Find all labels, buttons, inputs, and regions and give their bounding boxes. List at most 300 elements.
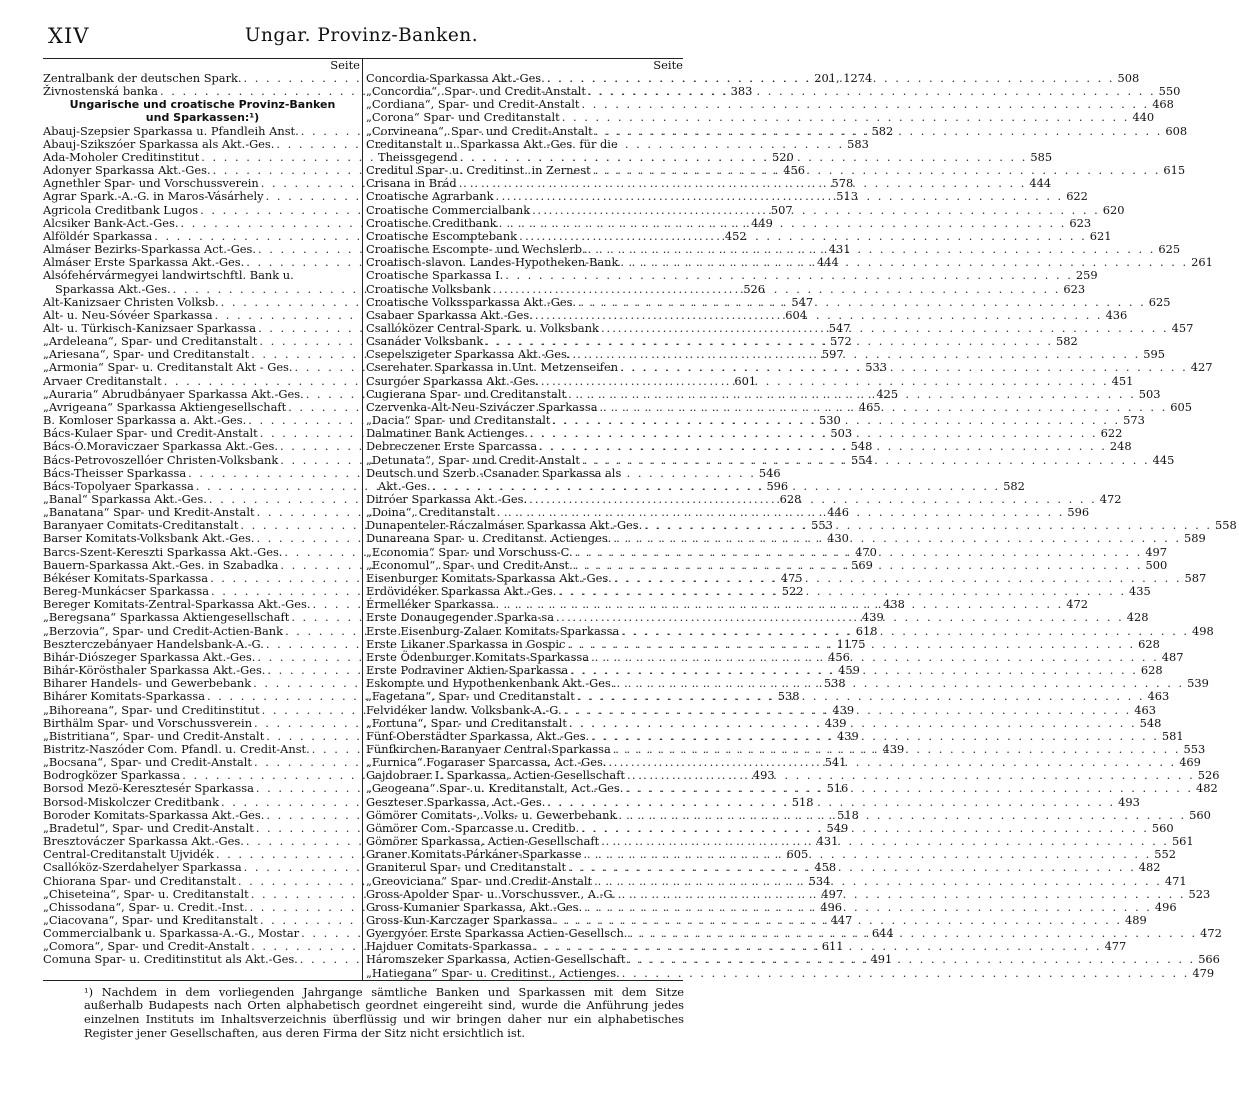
entry-name: „Beregsana“ Sparkassa Aktiengesellschaft: [43, 610, 290, 625]
entry-name: Živnostenská banka: [43, 84, 158, 99]
dot-leader: [503, 269, 1073, 282]
entry-page-number: 479: [1192, 965, 1215, 980]
entry-page-number: 596: [1067, 505, 1090, 520]
entry-name: Croatische Creditbank: [366, 215, 497, 230]
entry-name: Barser Komitats-Volksbank Akt.-Ges.: [43, 531, 255, 546]
entry-page-number: 513: [836, 189, 859, 204]
index-entry: [366, 467, 685, 480]
entry-name: Adonyer Sparkassa Akt.-Ges.: [43, 163, 211, 178]
dot-leader: [576, 296, 1146, 309]
entry-page-number: 573: [1123, 413, 1145, 428]
entry-page-number: 628: [1138, 636, 1160, 651]
entry-name: Bács-Ó.Moraviczaer Sparkassa Akt.-Ges.: [43, 439, 278, 454]
entry-name: Erste Podraviner Aktien-Sparkassa: [366, 663, 569, 678]
dot-leader: [592, 875, 1162, 888]
entry-name: Háromszeker Sparkassa, Actien-Gesellschaft: [366, 952, 626, 967]
entry-name: „Greoviciana“ Spar- und Credit-Anstalt: [366, 873, 593, 888]
entry-name: „Hatiegana“ Spar- u. Creditinst., Actienges.: [366, 965, 620, 980]
entry-name: „Economul“, Spar- und Credit-Anst.: [366, 557, 573, 572]
entry-page-number: 553: [811, 518, 833, 533]
entry-page-number: 431: [816, 834, 839, 849]
entry-name: Crisana in Brád: [366, 176, 457, 191]
entry-page-number: 475: [780, 570, 803, 585]
entry-page-number: 566: [1198, 952, 1220, 967]
entry-name: Bihár-Diószeger Sparkassa Akt.-Ges.: [43, 649, 256, 664]
entry-page-number: 503: [1138, 386, 1161, 401]
entry-page-number: 628: [1140, 663, 1163, 678]
running-title: Ungar. Provinz-Banken.: [244, 25, 479, 46]
entry-name: Graniterul Spar- und Creditanstalt: [366, 860, 567, 875]
dot-leader: [537, 440, 1107, 453]
entry-name: Gajdobraer I. Sparkassa, Actien-Gesellschaft: [366, 768, 626, 783]
index-entry: [366, 138, 685, 151]
entry-page-number: 425: [876, 386, 899, 401]
entry-name: Almáser Bezirks-Sparkassa Act.-Ges.: [43, 242, 256, 257]
entry-name: Debreczener Erste Sparcassa: [366, 439, 538, 454]
entry-page-number: 550: [1158, 84, 1181, 99]
entry-name: Erste Donaugegender Sparka-sa: [366, 610, 555, 625]
entry-page-number: 601: [734, 373, 757, 388]
entry-name: „Fagetana“, Spar- und Creditanstalt: [366, 689, 575, 704]
dot-leader: [575, 690, 1145, 703]
entry-name: Central-Creditanstalt Ujvidék: [43, 847, 214, 862]
entry-page-number: 470: [855, 544, 877, 559]
entry-page-number: 546: [758, 465, 781, 480]
entry-page-number: 582: [871, 123, 894, 138]
entry-name: Alt- u. Neu-Sóvéer Sparkassa: [43, 307, 213, 322]
entry-name: Érmelléker Sparkassa: [366, 597, 494, 612]
entry-page-number: 201, 1274: [814, 71, 873, 85]
entry-page-number: 477: [1104, 939, 1127, 954]
dot-leader: [497, 217, 1067, 230]
entry-name: Agnethler Spar- und Vorschussverein: [43, 176, 259, 191]
entry-page-number: 520: [771, 149, 794, 164]
entry-name: „Bradetul“, Spar- und Credit-Anstalt: [43, 820, 254, 835]
entry-page-number: 439: [836, 728, 859, 743]
dot-leader: [560, 111, 1130, 124]
entry-name: „Economia“ Spar- und Vorschuss-C.: [366, 544, 573, 559]
entry-name: Bodrogközer Sparkassa: [43, 768, 181, 783]
entry-page-number: 497: [821, 886, 844, 901]
entry-name: Alt-Kanizsaer Christen Volksb.: [43, 294, 219, 309]
entry-page-number: 611: [821, 939, 844, 954]
entry-name: „Berzovia“, Spar- und Credit-Actien-Bank: [43, 623, 284, 638]
entry-page-number: 436: [1105, 307, 1128, 322]
entry-name: Csallóközer Central-Spark. u. Volksbank: [366, 320, 599, 335]
entry-name: „Ciacovana“, Spar- und Kreditanstalt: [43, 913, 258, 927]
entry-name: Theissgegend: [378, 149, 458, 164]
entry-page-number: 493: [1118, 794, 1140, 809]
dot-leader: [533, 309, 1103, 322]
entry-page-number: 472: [1099, 492, 1122, 506]
entry-name: „Ardeleana“, Spar- und Creditanstalt: [43, 334, 258, 349]
entry-name: Croatische Agrarbank: [366, 189, 494, 204]
entry-page-number: 491: [870, 952, 893, 967]
entry-page-number: 549: [826, 820, 849, 835]
index-entry: [43, 269, 362, 282]
entry-page-number: 628: [779, 492, 802, 506]
entry-name: „Detunata“, Spar- und Credit-Anstalt: [366, 452, 580, 467]
entry-name: Bács-Kulaer Spar- und Credit-Anstalt: [43, 426, 258, 441]
entry-name: „Furnica“ Fogaraser Sparcassa, Act.-Ges.: [366, 755, 607, 770]
entry-page-number: 604: [785, 307, 807, 322]
entry-page-number: 439: [832, 702, 855, 717]
entry-page-number: 538: [823, 676, 846, 691]
entry-name: Békéser Komitats-Sparkassa: [43, 570, 209, 585]
entry-page-number: 572: [830, 334, 852, 349]
entry-name: Akt.-Ges.: [378, 478, 431, 493]
entry-page-number: 597: [821, 347, 844, 362]
entry-page-number: 516: [826, 781, 849, 796]
entry-name: Fünfkirchen-Baranyaer Central-Sparkassa: [366, 741, 611, 756]
entry-name: Gross-Kumanier Sparkassa, Akt.-Ges.: [366, 899, 583, 914]
entry-name: „Armonia“ Spar- u. Creditanstalt Akt - Ges.: [43, 360, 293, 375]
dot-leader: [566, 388, 1136, 401]
entry-name: Biharer Handels- und Gewerbebank: [43, 676, 252, 691]
entry-page-number: 503: [830, 426, 853, 441]
dot-leader: [566, 861, 1136, 874]
entry-page-number: 383: [730, 84, 753, 99]
entry-page-number: 582: [1056, 334, 1078, 349]
entry-page-number: 444: [816, 255, 839, 270]
entry-page-number: 449: [751, 215, 773, 230]
dot-leader: [562, 704, 1132, 717]
entry-name: Commercialbank u. Sparkassa-A.-G., Mostar: [43, 926, 300, 941]
dot-leader: [539, 375, 1109, 388]
dot-leader: [620, 967, 1190, 980]
entry-name: Bács-Theisser Sparkassa: [43, 465, 187, 480]
column-header-seite: Seite: [653, 58, 683, 72]
entry-name: Gömörer Com.-Sparcasse u. Creditb.: [366, 820, 580, 835]
entry-name: Csurgóer Sparkassa Akt.-Ges.: [366, 373, 539, 388]
entry-name: Almáser Erste Sparkassa Akt.-Ges.: [43, 255, 245, 270]
entry-page-number: 554: [850, 452, 873, 467]
dot-leader: [573, 559, 1143, 572]
dot-leader: [580, 454, 1150, 467]
entry-page-number: 496: [820, 899, 843, 914]
entry-page-number: 581: [1161, 728, 1184, 743]
entry-page-number: 248: [1109, 439, 1132, 454]
entry-page-number: 608: [1165, 123, 1188, 138]
entry-page-number: 472: [1066, 597, 1088, 612]
entry-page-number: 621: [1089, 228, 1112, 243]
entry-page-number: 548: [1139, 715, 1162, 730]
entry-name: „Geogeana“ Spar- u. Kreditanstalt, Act.-Ges.: [366, 781, 624, 796]
entry-name: Barcs-Szent-Kereszti Sparkassa Akt.-Ges.: [43, 544, 283, 559]
entry-name: Felvidéker landw. Volksbank-A.-G.: [366, 702, 562, 717]
entry-name: „Bistritiana“, Spar- und Credit-Anstalt: [43, 728, 265, 743]
entry-name: Croatische Escomptebank: [366, 228, 518, 243]
entry-page-number: 493: [752, 768, 775, 783]
entry-page-number: 625: [1158, 242, 1181, 257]
entry-name: Bistritz-Naszóder Com. Pfandl. u. Credit-Anst.: [43, 741, 310, 756]
entry-name: Chiorana Spar- und Creditanstalt: [43, 873, 236, 888]
entry-name: Borsod Mezö-Keresztesér Sparkassa: [43, 781, 254, 796]
entry-name: „Comora“, Spar- und Credit-Anstalt: [43, 939, 250, 954]
entry-name: Bács-Topolyaer Sparkassa: [43, 478, 194, 493]
entry-page-number: 538: [777, 689, 800, 704]
entry-name: Dunareana Spar- u. Creditanst. Actienges.: [366, 531, 612, 546]
entry-name: Czervenka-Alt-Neu-Sziváczer Sparkassa: [366, 399, 598, 414]
entry-name: Alsófehérvármegyei landwirtschftl. Bank u.: [43, 268, 294, 283]
entry-name: Bereg-Munkácser Sparkassa: [43, 584, 210, 599]
entry-name: Alt- u. Türkisch-Kanizsaer Sparkassa: [43, 320, 257, 335]
entry-name: Croatische Sparkassa I.: [366, 268, 504, 283]
entry-page-number: 522: [781, 584, 804, 599]
entry-page-number: 431: [828, 242, 851, 257]
entry-page-number: 605: [1170, 399, 1192, 414]
entry-name: „Auraria“ Abrudbányaer Sparkassa Akt.-Ges.: [43, 386, 304, 401]
entry-name: Bihár-Körösthaler Sparkassa Akt.-Ges.: [43, 663, 266, 678]
entry-name: Csallóköz-Szerdahelyer Sparkassa: [43, 860, 242, 875]
entry-page-number: 547: [828, 320, 851, 335]
entry-name: Gross-Apolder Spar- u. Vorschussver., A.-G.: [366, 886, 616, 901]
entry-name: Dalmatiner Bank Actienges.: [366, 426, 528, 441]
entry-name: „Ariesana“, Spar- und Creditanstalt: [43, 347, 250, 362]
entry-page-number: 561: [1171, 834, 1194, 849]
entry-page-number: 457: [1171, 320, 1194, 335]
entry-page-number: 487: [1161, 649, 1184, 664]
dot-leader: [589, 730, 1159, 743]
index-table: [43, 58, 1237, 981]
entry-page-number: 548: [850, 439, 873, 454]
entry-page-number: 560: [1151, 820, 1174, 835]
entry-name: Cugierana Spar- und Creditanstalt: [366, 386, 567, 401]
entry-page-number: 508: [1117, 71, 1140, 85]
entry-name: Erste Likaner Sparkassa in Gospic: [366, 636, 566, 651]
entry-page-number: 526: [743, 281, 766, 296]
entry-name: Abauj-Szikszóer Sparkassa als Akt.-Ges.: [43, 136, 275, 151]
entry-name: Creditanstalt u. Sparkassa Akt.-Ges. für die: [366, 136, 618, 151]
dot-leader: [530, 204, 1100, 217]
entry-name: Zentralbank der deutschen Spark.: [43, 71, 242, 85]
entry-page-number: 623: [1063, 281, 1086, 296]
entry-page-number: 463: [1134, 702, 1157, 717]
entry-page-number: 552: [1154, 847, 1176, 862]
entry-page-number: 435: [1129, 584, 1151, 599]
entry-page-number: 595: [1143, 347, 1165, 362]
entry-page-number: 587: [1184, 570, 1207, 585]
entry-name: Gyergyóer Erste Sparkassa Actien-Gesellsch.: [366, 926, 628, 941]
entry-page-number: 560: [1189, 807, 1211, 822]
entry-name: „Chissodana“, Spar- u. Credit.-Inst.: [43, 899, 248, 914]
entry-page-number: 456: [783, 163, 806, 178]
dot-leader: [618, 361, 1188, 374]
entry-page-number: 553: [1183, 741, 1206, 756]
entry-name: Gömörer Sparkassa, Actien-Gesellschaft: [366, 834, 600, 849]
entry-name: „Bihoreana“, Spar- und Creditinstitut: [43, 702, 260, 717]
entry-page-number: 622: [1100, 426, 1123, 441]
dot-leader: [625, 953, 1195, 966]
entry-name: Croatische Escompte- und Wechslerb.: [366, 242, 586, 257]
entry-page-number: 578: [831, 176, 854, 191]
entry-name: Erste Ödenburger Komitats-Sparkassa: [366, 649, 590, 664]
entry-page-number: 489: [1124, 913, 1147, 927]
entry-name: Bács-Petrovoszellóer Christen-Volksbank: [43, 452, 279, 467]
entry-name: Baranyaer Comitats-Creditanstalt: [43, 518, 239, 533]
entry-name: Abauj-Szepsier Sparkassa u. Pfandleih Anst.: [43, 123, 299, 138]
entry-page-number: 445: [1152, 452, 1175, 467]
entry-name: Bereger Komitats-Zentral-Sparkassa Akt.-Ges.: [43, 597, 311, 612]
entry-page-number: 622: [1066, 189, 1088, 204]
entry-name: „Concordia“, Spar- und Credit-Anstalt: [366, 84, 586, 99]
dot-leader: [623, 782, 1193, 795]
entry-name: Concordia-Sparkassa Akt.-Ges.: [366, 71, 545, 85]
entry-page-number: 456: [828, 649, 850, 664]
entry-name: Croatische Volksbank: [366, 281, 491, 296]
index-entry: [366, 110, 1155, 125]
entry-name: „Doina“, Creditanstalt: [366, 505, 495, 520]
page-header: [34, 16, 689, 52]
entry-page-number: 427: [1190, 360, 1213, 375]
entry-name: Croatische Commercialbank: [366, 202, 531, 217]
entry-name: Ditróer Sparkassa Akt.-Ges.: [366, 492, 528, 506]
entry-name: Dunapenteler-Ráczalmáser Sparkassa Akt.-Ges.: [366, 518, 643, 533]
entry-page-number: 446: [827, 505, 850, 520]
entry-page-number: 644: [871, 926, 894, 941]
entry-name: Deutsch und Szerb.-Csanader Sparkassa als: [366, 465, 622, 480]
dot-leader: [616, 888, 1186, 901]
entry-name: Gross-Kun-Karczager Sparkassa: [366, 913, 553, 927]
entry-name: Croatische Volkssparkassa Akt.-Ges.: [366, 294, 577, 309]
entry-name: Eisenburger Komitats-Sparkassa Akt.-Ges.: [366, 570, 612, 585]
entry-page-number: 439: [882, 741, 905, 756]
entry-page-number: 444: [1029, 176, 1052, 191]
entry-name: Csepelszigeter Sparkassa Akt.-Ges.: [366, 347, 571, 362]
entry-page-number: 259: [1075, 268, 1098, 283]
entry-name: Arvaer Creditanstalt: [43, 373, 162, 388]
entry-name: Fünf-Oberstädter Sparkassa, Akt.-Ges.: [366, 728, 590, 743]
section-heading: Ungarische und croatische Provinz-Banken: [69, 98, 336, 112]
entry-name: Graner Komitats-Párkáner-Sparkasse: [366, 847, 582, 862]
entry-name: Hajduer Comitats-Sparkassa: [366, 939, 532, 954]
entry-name: Agrar Spark.-A.-G. in Maros-Vásárhely: [43, 189, 264, 204]
entry-page-number: 447: [830, 913, 853, 927]
dot-leader: [619, 625, 1189, 638]
entry-name: „Cordiana“, Spar- und Credit-Anstalt: [366, 97, 580, 112]
entry-name: Beszterczebányaer Handelsbank-A.-G.: [43, 636, 264, 651]
entry-name: „Avrigeana“ Sparkassa Aktiengesellschaft: [43, 399, 287, 414]
entry-page-number: 465: [858, 399, 881, 414]
entry-name: Geszteser Sparkassa, Act.-Ges.: [366, 794, 546, 809]
entry-page-number: 469: [1179, 755, 1201, 770]
entry-page-number: 472: [1200, 926, 1222, 941]
dot-leader: [573, 546, 1143, 559]
entry-name: Bresztováczer Sparkassa Akt.-Ges.: [43, 834, 244, 849]
entry-name: Gömörer Comitats-, Volks- u. Gewerbebank: [366, 807, 617, 822]
dot-leader: [616, 809, 1186, 822]
dot-leader: [593, 125, 1163, 138]
entry-page-number: 463: [1147, 689, 1170, 704]
entry-name: Erdövidéker Sparkassa Akt.-Ges.: [366, 584, 557, 599]
entry-page-number: 440: [1132, 110, 1155, 125]
entry-page-number: 451: [1111, 373, 1134, 388]
entry-name: „Corona“ Spar- und Creditanstalt: [366, 110, 560, 125]
entry-name: Alföldér Sparkassa: [43, 228, 153, 243]
entry-page-number: 459: [838, 663, 860, 678]
entry-name: Sparkassa Akt.-Ges.: [55, 281, 171, 296]
entry-page-number: 625: [1148, 294, 1171, 309]
dot-leader: [567, 717, 1137, 730]
entry-name: Creditul Spar- u. Creditinst. in Zernest: [366, 163, 591, 178]
entry-name: Boroder Komitats-Sparkassa Akt.-Ges.: [43, 807, 265, 822]
entry-page-number: 539: [1187, 676, 1209, 691]
entry-page-number: 496: [1154, 899, 1177, 914]
entry-name: Alcsiker Bank-Act.-Ges.: [43, 215, 179, 230]
entry-page-number: 582: [1003, 478, 1025, 493]
entry-name: Borsod-Miskolczer Creditbank: [43, 794, 219, 809]
entry-name: Eskompte und Hypothenkenbank Akt.-Ges.: [366, 676, 615, 691]
entry-name: Agricola Creditbank Lugos: [43, 202, 199, 217]
entry-page-number: 569: [851, 557, 873, 572]
entry-page-number: 518: [791, 794, 814, 809]
dot-leader: [611, 532, 1181, 545]
dot-leader: [554, 611, 1124, 624]
entry-page-number: 430: [827, 531, 849, 546]
entry-name: „Bocsana“, Spar- und Credit-Anstalt: [43, 755, 252, 770]
entry-page-number: 541: [824, 755, 847, 770]
dot-leader: [491, 283, 1061, 296]
entry-page-number: 618: [855, 623, 878, 638]
entry-page-number: 507: [770, 202, 793, 217]
entry-page-number: 1175: [836, 636, 866, 651]
entry-page-number: 530: [818, 413, 841, 428]
entry-page-number: 438: [883, 597, 905, 612]
entry-page-number: 471: [1164, 873, 1187, 888]
dot-leader: [545, 796, 1115, 809]
entry-name: B. Komloser Sparkassa a. Akt.-Ges.: [43, 413, 247, 428]
entry-page-number: 596: [766, 478, 789, 493]
entry-name: „Fortuna“, Spar- und Creditanstalt: [366, 715, 567, 730]
page-number: XIV: [48, 24, 90, 48]
entry-name: „Corvineana“, Spar- und Credit-Anstalt: [366, 123, 593, 138]
entry-page-number: 428: [1126, 610, 1149, 625]
entry-name: Croatisch-slavon. Landes-Hypotheken-Bank: [366, 255, 619, 270]
entry-page-number: 589: [1184, 531, 1206, 546]
section-heading: und Sparkassen:¹): [145, 111, 260, 125]
entry-page-number: 439: [862, 610, 884, 625]
entry-page-number: 533: [865, 360, 887, 375]
entry-page-number: 261: [1191, 255, 1213, 270]
entry-name: „Banatana“ Spar- und Kredit-Anstalt: [43, 505, 255, 520]
entry-page-number: 500: [1145, 557, 1168, 572]
entry-page-number: 605: [786, 847, 809, 862]
entry-page-number: 497: [1145, 544, 1168, 559]
entry-page-number: 534: [808, 873, 831, 888]
entry-page-number: 585: [1030, 149, 1053, 164]
index-entry: [366, 965, 1215, 980]
entry-name: „Dacia“ Spar- und Creditanstalt: [366, 413, 551, 428]
entry-page-number: 452: [724, 228, 747, 243]
entry-page-number: 620: [1102, 202, 1125, 217]
entry-page-number: 482: [1196, 781, 1218, 796]
entry-page-number: 518: [837, 807, 859, 822]
entry-name: „Banal“ Sparkassa Akt.-Ges.: [43, 492, 207, 506]
entry-name: Birthälm Spar- und Vorschussverein: [43, 715, 253, 730]
entry-page-number: 558: [1214, 518, 1237, 533]
entry-name: Csanáder Volksbank: [366, 334, 484, 349]
entry-name: Comuna Spar- u. Creditinstitut als Akt.-Ges.: [43, 952, 298, 967]
dot-leader: [493, 190, 1063, 203]
entry-name: „Chiseteina“, Spar- u. Creditanstalt: [43, 886, 249, 901]
entry-page-number: 526: [1197, 768, 1220, 783]
entry-page-number: 468: [1152, 97, 1174, 112]
entry-page-number: 615: [1163, 163, 1186, 178]
entry-name: Bauern-Sparkassa Akt.-Ges. in Szabadka: [43, 557, 279, 572]
footnote: [44, 986, 684, 1040]
entry-name: Ada-Moholer Creditinstitut: [43, 149, 200, 164]
entry-name: Bihárer Komitats-Sparkassa: [43, 689, 206, 704]
